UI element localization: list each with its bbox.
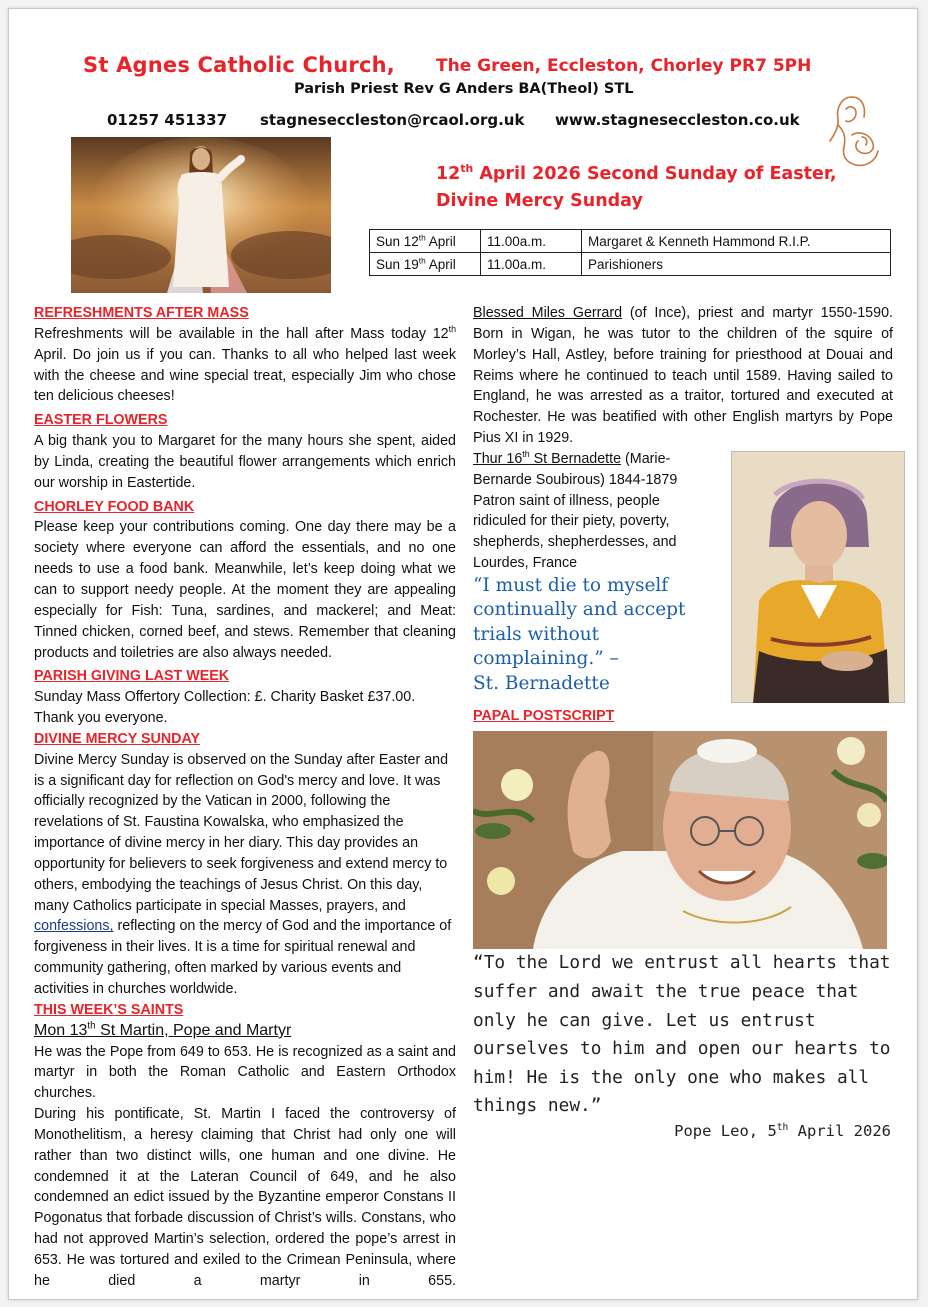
church-address: The Green, Eccleston, Chorley PR7 5PH	[436, 56, 812, 76]
email-address: stagneseccleston@rcaol.org.uk	[260, 111, 525, 129]
right-column	[473, 303, 893, 1142]
papal-postscript-heading: PAPAL POSTSCRIPT	[473, 708, 615, 725]
martin-text-2: During his pontificate, St. Martin I faced the controversy of Monothelitism, a heresy claiming that Christ had only one will rather than two distinct wills, one human and one divine. He condemned it at the Lateran Council of 649, and he also condemned an edict issued by the Byzantine emperor Constans II Pogonatus that forbade discussion of Christ’s wills. Constans, who had not approved Martin’s selection, ordered the pope’s arrest in 653. He was tortured and exiled to the Crimean Peninsula, where he died a martyr in 655.	[34, 1106, 456, 1289]
martin-title: Mon 13th St Martin, Pope and Martyr	[34, 1020, 292, 1039]
parish-priest: Parish Priest Rev G Anders BA(Theol) STL	[294, 81, 634, 97]
divine-mercy-text: Divine Mercy Sunday is observed on the Sunday after Easter and is a significant day for reflection on God's mercy and love. It was officially recognized by the Vatican in 2000, following the revelations of St. Faustina Kowalska, who emphasized the importance of divine mercy in her diary. This day provides an opportunity for believers to seek forgiveness and extend mercy to others, embodying the teachings of Jesus Christ. On this day, many Catholics participate in special Masses, prayers, and confessions, reflecting on the mercy of God and the importance of forgiveness in their lives. It is a time for spiritual renewal and community gathering, often marked by various events and activities in churches worldwide.	[34, 751, 452, 997]
website-link[interactable]: www.stagneseccleston.co.uk	[555, 111, 800, 129]
divine-mercy-image	[71, 137, 331, 293]
table-row	[370, 230, 891, 253]
st-bernadette-portrait	[731, 451, 905, 703]
mass-date: Sun 12th April	[370, 230, 481, 253]
miles-gerrard-text: Blessed Miles Gerrard (of Ince), priest and martyr 1550-1590. Born in Wigan, he was tutor to the children of the squire of Morley’s Hall, Astley, before training for priesthood at Douai and Reims where he continued to teach until 1589. Having sailed to England, he was arrested as a traitor, tortured and executed at Rochester. He was beatified with other English martyrs by Pope Pius XI in 1929.	[473, 305, 893, 447]
confessions-link[interactable]: confessions,	[34, 918, 114, 935]
dateline-line1: April 2026 Second Sunday of Easter,	[473, 164, 837, 184]
martin-text-1: He was the Pope from 649 to 653. He is recognized as a saint and martyr in both the Roman Catholic and Eastern Orthodox churches.	[34, 1043, 456, 1102]
pope-quote: “To the Lord we entrust all hearts that suffer and await the true peace that only he can give. Let us entrust ourselves to him and open our hearts to him! He is the only one who makes all things new.”	[473, 952, 891, 1117]
bernadette-title: Thur 16th St Bernadette	[473, 449, 622, 467]
church-name: St Agnes Catholic Church,	[83, 53, 395, 77]
refreshments-text: Refreshments will be available in the hall after Mass today 12th April. Do join us if you can. Thanks to all who helped last week with the cheese and wine special treat, especially Jim who chose ten delicious cheeses!	[34, 324, 456, 405]
easter-flowers-heading: EASTER FLOWERS	[34, 412, 168, 429]
dateline-line2: Divine Mercy Sunday	[436, 191, 643, 211]
table-row	[370, 253, 891, 276]
pope-leo-photo	[473, 731, 887, 949]
mass-time: 11.00a.m.	[481, 230, 582, 253]
easter-flowers-text: A big thank you to Margaret for the many hours she spent, aided by Linda, creating the beautiful flower arrangements which enrich our worship in Eastertide.	[34, 433, 456, 491]
pope-attribution: Pope Leo, 5th April 2026	[674, 1121, 891, 1140]
food-bank-heading: CHORLEY FOOD BANK	[34, 498, 195, 515]
mass-time: 11.00a.m.	[481, 253, 582, 276]
food-bank-text: Please keep your contributions coming. One day there may be a society where everyone can afford the essentials, and no one needs to use a food bank. Meanwhile, let’s keep doing what we can to support needy people. At the moment they are appealing especially for Fish: Tuna, sardines, and mackerel; and Meat: Tinned chicken, corned beef, and stews. Remember that cleaning products and toiletries are also always needed.	[34, 519, 456, 661]
newsletter-page	[8, 8, 918, 1300]
mass-intention: Parishioners	[582, 253, 891, 276]
mass-intention: Margaret & Kenneth Hammond R.I.P.	[582, 230, 891, 253]
miles-gerrard-title: Blessed Miles Gerrard	[473, 305, 623, 321]
mass-intentions-table	[369, 229, 891, 276]
bernadette-text: Thur 16th St Bernadette (Marie-Bernarde Soubirous) 1844-1879 Patron saint of illness, people ridiculed for their piety, poverty, shepherds, shepherdesses, and Lourdes, France “I must die to myself continually and accept trials without complaining.” – St. Bernadette PAPAL POSTSCRIPT	[473, 449, 707, 727]
saints-heading: THIS WEEK’S SAINTS	[34, 1001, 184, 1018]
dateline-sup: th	[460, 162, 474, 176]
refreshments-heading: REFRESHMENTS AFTER MASS	[34, 305, 249, 321]
left-column	[34, 303, 456, 1292]
parish-giving-text: Sunday Mass Offertory Collection: £. Charity Basket £37.00. Thank you everyone.	[34, 689, 416, 727]
phone-number: 01257 451337	[107, 111, 228, 129]
mass-date: Sun 19th April	[370, 253, 481, 276]
bernadette-quote: “I must die to myself continually and accept trials without complaining.” – St. Bernadette	[473, 574, 686, 694]
dateline-day: 12	[436, 164, 461, 184]
parish-giving-heading: PARISH GIVING LAST WEEK	[34, 668, 230, 685]
service-dateline	[436, 161, 876, 215]
bernadette-block	[473, 449, 893, 727]
divine-mercy-heading: DIVINE MERCY SUNDAY	[34, 730, 201, 747]
